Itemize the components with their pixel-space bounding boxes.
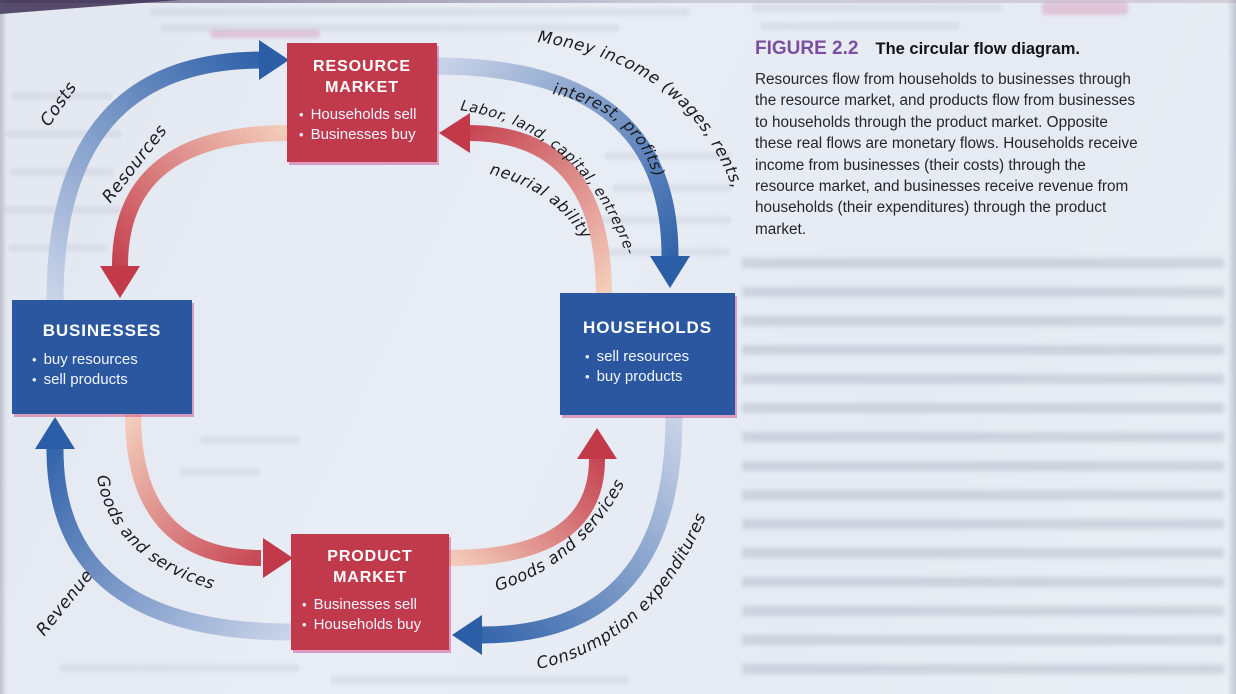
bullet-text: buy products (596, 368, 683, 385)
list-item (299, 105, 437, 125)
businesses-bullets (12, 350, 192, 390)
bullet-text: Households sell (310, 106, 417, 123)
caption-line: market. (755, 220, 806, 238)
list-item (299, 125, 437, 145)
caption-line: Resources flow from households to businesses through (755, 71, 1131, 88)
goods-services-left-label: Goods and services (92, 473, 218, 594)
bullet-icon: • (585, 369, 590, 384)
arrowhead-right-icon (259, 40, 289, 80)
product-market-box (291, 534, 449, 650)
resource-market-title (287, 56, 437, 98)
ghost-text-line (760, 22, 960, 30)
labor-land-capital-label: Labor, land, capital, entrepre- (459, 98, 639, 258)
households-bullets (560, 347, 735, 387)
bullet-text: sell products (43, 371, 128, 388)
caption-line: resource market, and businesses receive revenue from (755, 178, 1129, 196)
bullet-icon: • (299, 127, 304, 142)
list-item (32, 370, 192, 390)
businesses-title: BUSINESSES (42, 321, 162, 340)
product-market-bullets (291, 595, 449, 635)
page-top-edge (0, 0, 1236, 3)
bullet-text: buy resources (43, 351, 138, 368)
bullet-icon: • (32, 372, 37, 387)
product-market-title (291, 546, 449, 588)
resource-market-box (287, 43, 437, 162)
bullet-icon: • (32, 352, 37, 367)
arrowhead-up-icon (577, 428, 617, 459)
revenue-label: Revenue (32, 565, 98, 640)
arrowhead-left-icon (452, 615, 482, 655)
resources-label: Resources (98, 120, 172, 207)
costs-label: Costs (36, 78, 82, 131)
households-box (560, 293, 735, 415)
money-income-label: Money income (wages, rents, (536, 27, 748, 191)
list-item (32, 350, 192, 370)
businesses-box (12, 300, 192, 414)
box-title-line: PRODUCT (327, 548, 413, 565)
bullet-text: sell resources (596, 348, 690, 365)
consumption-expenditures-label: Consumption expenditures (534, 510, 710, 673)
goods-services-right-label: Goods and services (492, 475, 629, 595)
bullet-text: Businesses buy (310, 126, 416, 143)
list-item (585, 367, 735, 387)
bullet-text: Households buy (313, 616, 422, 633)
figure-caption-heading (755, 38, 1195, 60)
bullet-icon: • (302, 597, 307, 612)
ghost-text-column (742, 258, 1224, 690)
costs-arrow (55, 40, 289, 300)
page-left-edge (0, 0, 7, 694)
caption-line: these real flows are monetary flows. Households receive (755, 135, 1138, 153)
neurial-ability-label: neurial ability (488, 159, 597, 243)
resource-market-bullets (287, 105, 437, 145)
page-right-edge (1227, 0, 1236, 694)
interest-profits-label: interest, profits) (551, 79, 669, 180)
arrowhead-down-icon (100, 266, 140, 298)
arrowhead-down-icon (650, 256, 690, 288)
households-title: HOUSEHOLDS (583, 318, 712, 337)
caption-line: to households through the product market. Opposite (755, 113, 1108, 131)
arrowhead-left-icon (439, 113, 470, 153)
box-title-line: RESOURCE (313, 58, 411, 75)
list-item (302, 595, 449, 615)
ghost-text-line (752, 4, 1002, 12)
figure-caption-text (755, 69, 1195, 240)
figure-number-label: FIGURE 2.2 (755, 38, 859, 59)
arrowhead-up-icon (35, 417, 75, 449)
caption-line: the resource market, and products flow from businesses (755, 92, 1136, 110)
caption-line: households (their expenditures) through the product (755, 199, 1107, 217)
bullet-text: Businesses sell (313, 596, 417, 613)
figure-caption (755, 38, 1195, 240)
arrowhead-right-icon (263, 538, 293, 578)
bullet-icon: • (302, 617, 307, 632)
bullet-icon: • (585, 349, 590, 364)
box-title-line: MARKET (333, 569, 407, 586)
bullet-icon: • (299, 107, 304, 122)
caption-line: income from businesses (their costs) through the (755, 156, 1086, 174)
goods-services-right-arrow (449, 428, 617, 558)
ghost-text-line (1042, 2, 1128, 15)
figure-title: The circular flow diagram. (875, 40, 1080, 58)
labor-arrow (439, 113, 604, 295)
box-title-line: MARKET (325, 79, 399, 96)
list-item (302, 615, 449, 635)
list-item (585, 347, 735, 367)
